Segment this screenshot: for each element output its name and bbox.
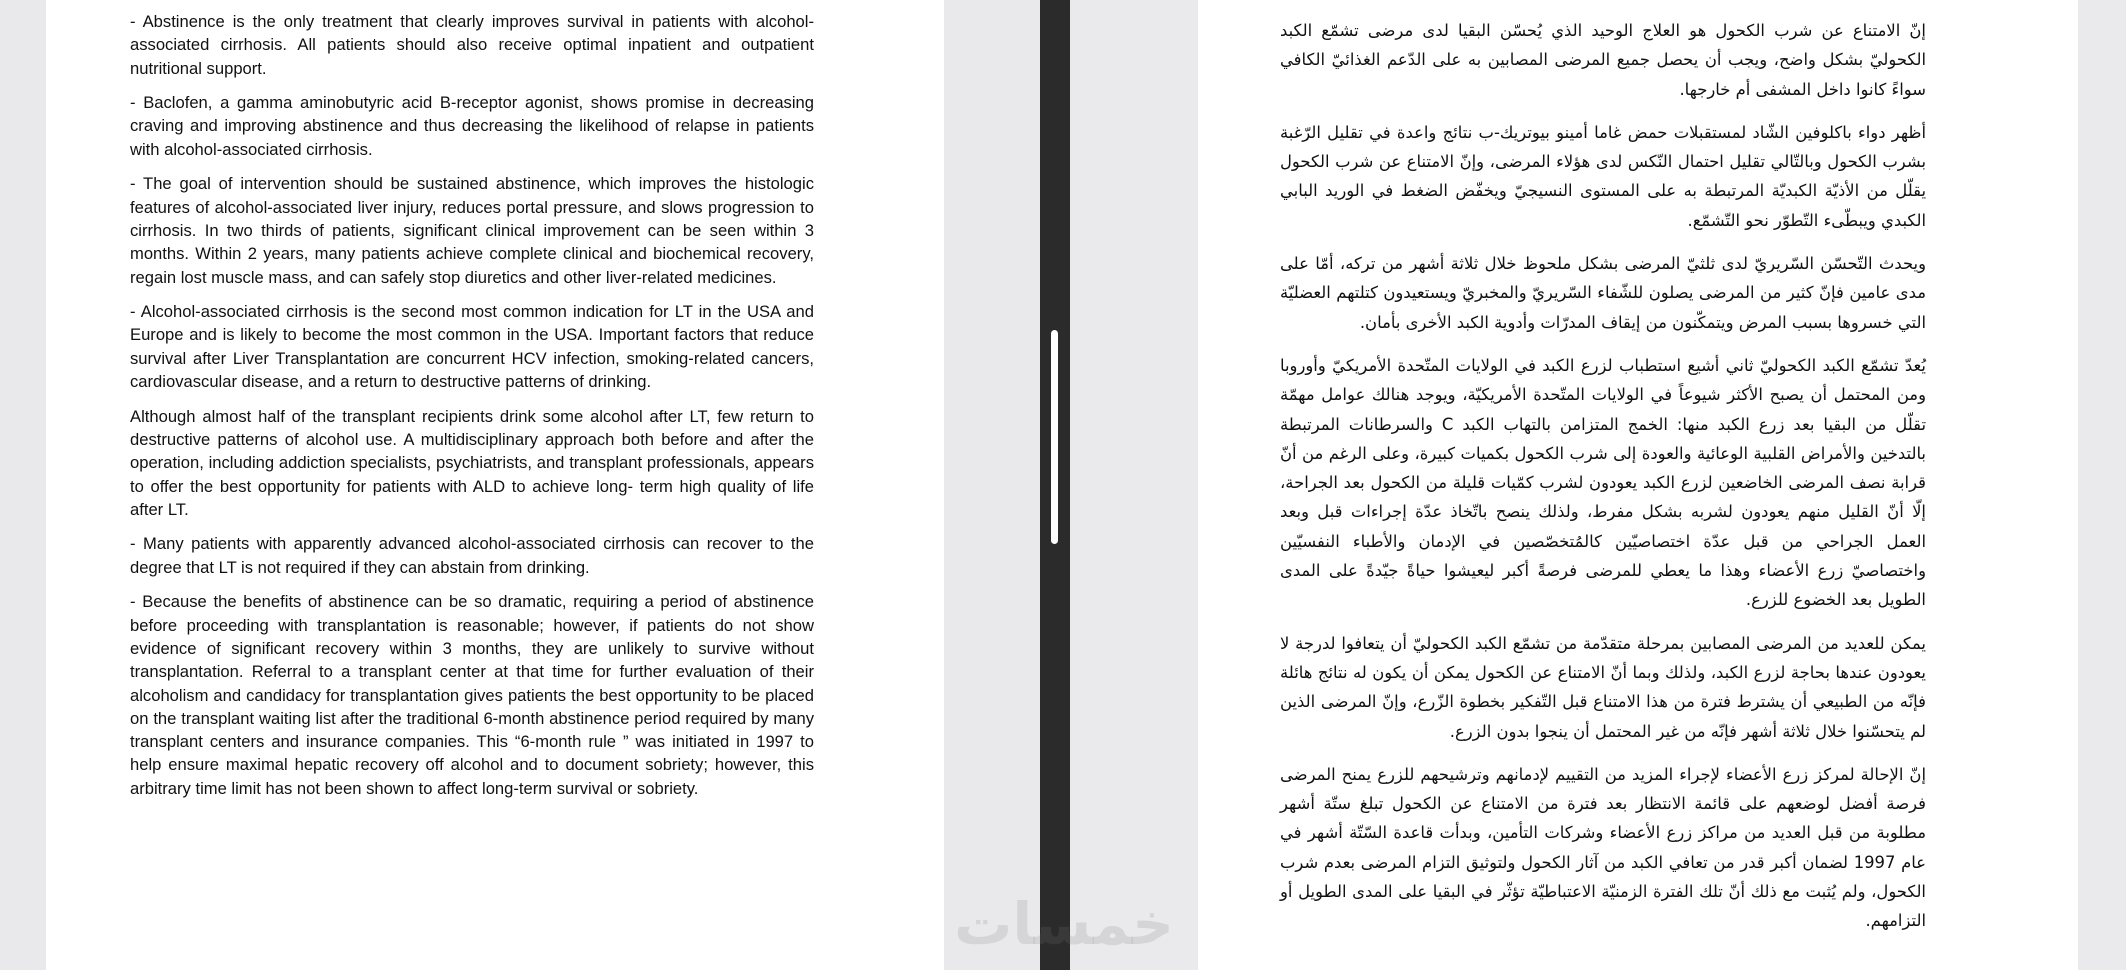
english-paragraph-6: - Many patients with apparently advanced alcohol-associated cirrhosis can recover to the degree that LT is not required if they can abstain from drinking.	[130, 534, 814, 577]
arabic-paragraph-6: إنّ الإحالة لمركز زرع الأعضاء لإجراء المزيد من التقييم لإدمانهم وترشيحهم للزرع يمنح المرضى فرصة أفضل لوضعهم على قائمة الانتظار بعد فترة من الامتناع عن الكحول تبلغ ستّة أشهر مطلوبة من قبل العديد من مراكز زرع الأعضاء وشركات التأمين، وبدأت قاعدة السّتّة أشهر في عام 1997 لضمان أكبر قدر من تعافي الكبد من آثار الكحول ولتوثيق التزام المرضى بعدم شرب الكحول، ولم يُثبت مع ذلك أنّ تلك الفترة الزمنيّة الاعتباطيّة تؤثّر في البقيا على المدى الطويل أو التزامهم.	[1280, 764, 1927, 931]
english-paragraph-2: - Baclofen, a gamma aminobutyric acid B-receptor agonist, shows promise in decreasing craving and improving abstinence and thus decreasing the likelihood of relapse in patients with alcohol-associated cirrhosis.	[130, 93, 814, 159]
english-paragraph-1: - Abstinence is the only treatment that clearly improves survival in patients with alcohol-associated cirrhosis. All patients should also receive optimal inpatient and outpatient nutritional support.	[130, 12, 814, 78]
english-paragraph-4: - Alcohol-associated cirrhosis is the second most common indication for LT in the USA and Europe and is likely to become the most common in the USA. Important factors that reduce survival after Liver Transplantation are concurrent HCV infection, smoking-related cancers, cardiovascular disease, and a return to destructive patterns of drinking.	[130, 302, 814, 392]
arabic-paragraph-3: ويحدث التّحسّن السّريريّ لدى ثلثيّ المرضى بشكل ملحوظ خلال ثلاثة أشهر من تركه، أمّا على مدى عامين فإنّ كثير من المرضى يصلون للشّفاء السّريريّ والمخبريّ ويستعيدون كتلتهم العضليّة التي خسروها بسبب المرض ويتمكّنون من إيقاف المدرّات وأدوية الكبد الأخرى بأمان.	[1280, 254, 1926, 332]
english-text-block	[130, 10, 814, 811]
arabic-paragraph-2: أظهر دواء باكلوفين الشّاد لمستقبلات حمض غاما أمينو بيوتريك-ب نتائج واعدة في تقليل الرّغبة بشرب الكحول وبالتّالي تقليل احتمال النّكس لدى هؤلاء المرضى، وإنّ الامتناع عن شرب الكحول يقلّل من الأذيّة الكبديّة المرتبطة به على المستوى النسيجيّ ويخفّض الضغط في الوريد البابي الكبدي ويبطّىء التّطوّر نحو التّشمّع.	[1280, 122, 1926, 230]
divider-drag-handle[interactable]	[1051, 330, 1058, 544]
english-paragraph-7: - Because the benefits of abstinence can be so dramatic, requiring a period of abstinence before proceeding with transplantation is reasonable; however, if patients do not show evidence of significant recovery within 3 months, they are unlikely to survive without transplantation. Referral to a transplant center at that time for further evaluation of their alcoholism and candidacy for transplantation gives patients the best opportunity to be placed on the transplant waiting list after the traditional 6-month abstinence period required by many transplant centers and insurance companies. This “6-month rule ” was initiated in 1997 to help ensure maximal hepatic recovery off alcohol and to document sobriety; however, this arbitrary time limit has not been shown to affect long-term survival or sobriety.	[130, 592, 814, 798]
arabic-text-block	[1280, 16, 1926, 950]
arabic-paragraph-5: يمكن للعديد من المرضى المصابين بمرحلة متقدّمة من تشمّع الكبد الكحوليّ أن يتعافوا لدرجة لا يعودون عندها بحاجة لزرع الكبد، ولذلك وبما أنّ الامتناع عن الكحول يمكن أن يكون له نتائج هائلة فإنّه من الطبيعي أن يشترط فترة من هذا الامتناع قبل التّفكير بخطوة الزّرع، وإنّ المرضى الذين لم يتحسّنوا خلال ثلاثة أشهر فإنّه من غير المحتمل أن ينجوا بدون الزرع.	[1280, 633, 1926, 741]
left-document-pane[interactable]	[0, 0, 1040, 970]
split-view-divider[interactable]	[1040, 0, 1070, 970]
english-paragraph-3: - The goal of intervention should be sustained abstinence, which improves the histologic features of alcohol-associated liver injury, reduces portal pressure, and slows progression to cirrhosis. In two thirds of patients, significant clinical improvement can be seen within 3 months. Within 2 years, many patients achieve complete clinical and biochemical recovery, regain lost muscle mass, and can safely stop diuretics and other liver-related medicines.	[130, 174, 814, 287]
english-paragraph-5: Although almost half of the transplant recipients drink some alcohol after LT, few return to destructive patterns of alcohol use. A multidisciplinary approach both before and after the operation, including addiction specialists, psychiatrists, and transplant professionals, appears to offer the best opportunity for patients with ALD to achieve long- term high quality of life after LT.	[130, 406, 814, 519]
arabic-paragraph-1: إنّ الامتناع عن شرب الكحول هو العلاج الوحيد الذي يُحسّن البقيا لدى مرضى تشمّع الكبد الكحوليّ بشكل واضح، ويجب أن يحصل جميع المرضى المصابين به على الدّعم الغذائيّ الكافي سواءً كانوا داخل المشفى أم خارجها.	[1280, 21, 1926, 99]
arabic-paragraph-4: يُعدّ تشمّع الكبد الكحوليّ ثاني أشيع استطباب لزرع الكبد في الولايات المتّحدة الأمريكيّ وأوروبا ومن المحتمل أن يصبح الأكثر شيوعاً في الولايات المتّحدة الأمريكيّة، ويوجد هنالك عوامل مهمّة تقلّل من البقيا بعد زرع الكبد منها: الخمج المتزامن بالتهاب الكبد C والسرطانات المرتبطة بالتدخين والأمراض القلبية الوعائية والعودة إلى شرب الكحول بكميات كبيرة، وعلى الرغم من أنّ قرابة نصف المرضى الخاضعين لزرع الكبد يعودون لشرب كمّيات قليلة من الكحول بعد الجراحة، إلّا أنّ القليل منهم يعودون لشربه بشكل مفرط، ولذلك ينصح باتّخاذ عدّة إجراءات قبل وبعد العمل الجراحي من قبل عدّة اختصاصيّين كالمُتخصّصين في الإدمان والأطباء النفسيّين واختصاصيّ زرع الأعضاء وهذا ما يعطي للمرضى فرصةً أكبر ليعيشوا حياةً جيّدةً على المدى الطويل بعد الخضوع للزرع.	[1280, 355, 1927, 610]
right-document-pane[interactable]	[1070, 0, 2126, 970]
